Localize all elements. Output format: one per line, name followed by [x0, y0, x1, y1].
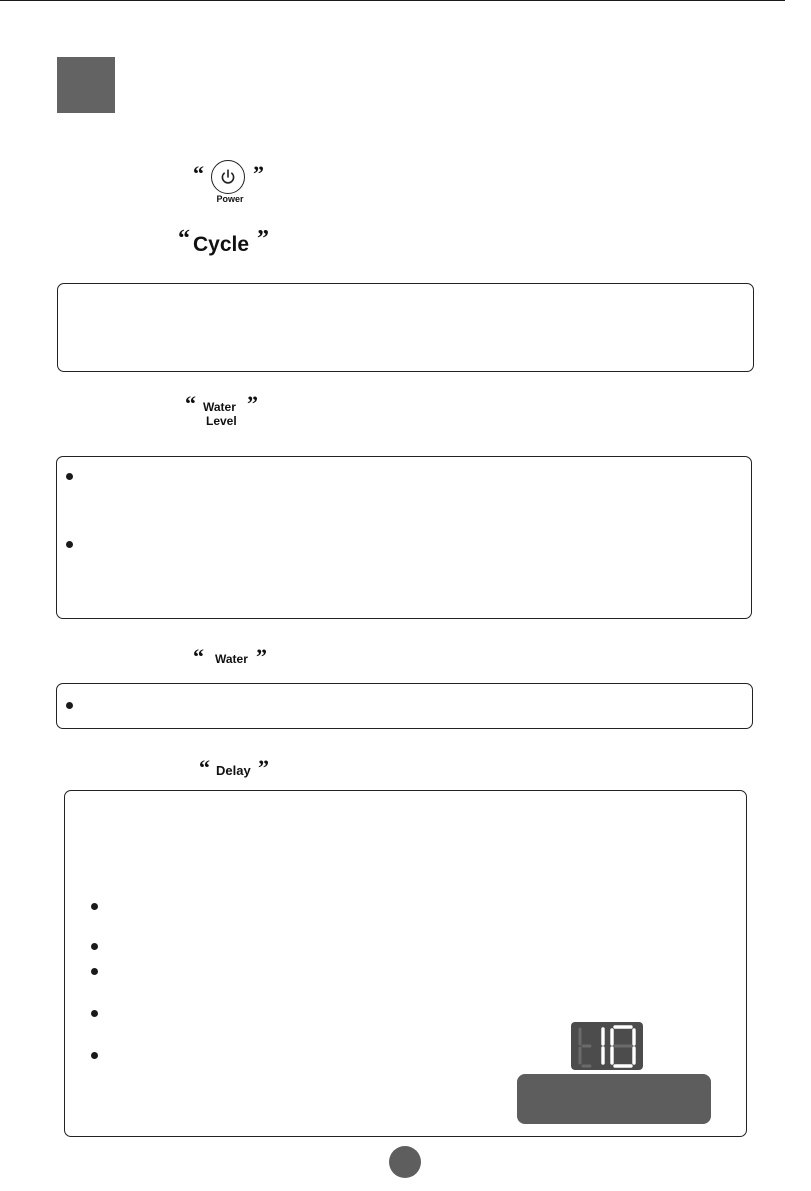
close-quote: ”	[256, 644, 267, 669]
bullet	[91, 943, 98, 950]
cycle-button-label: Cycle	[193, 233, 250, 256]
water-description-box	[56, 683, 753, 729]
close-quote: ”	[257, 226, 269, 252]
water-level-description-box	[56, 456, 752, 619]
seven-segment-digits	[571, 1022, 643, 1070]
bullet	[91, 968, 98, 975]
page-top-rule	[0, 0, 785, 1]
bullet	[66, 473, 73, 480]
bullet	[91, 903, 98, 910]
bullet	[66, 541, 73, 548]
control-panel-bar	[517, 1074, 711, 1124]
power-button-illustration	[211, 160, 245, 194]
open-quote: “	[185, 391, 196, 416]
delay-button-label: Delay	[216, 763, 251, 778]
bullet	[66, 702, 73, 709]
bullet	[91, 1010, 98, 1017]
open-quote: “	[178, 226, 190, 252]
bullet	[91, 1052, 98, 1059]
open-quote: “	[193, 644, 204, 669]
open-quote: “	[199, 755, 210, 780]
water-level-button-label-line2: Level	[206, 414, 237, 428]
cycle-description-box	[57, 283, 754, 372]
open-quote: “	[193, 161, 204, 186]
close-quote: ”	[258, 755, 269, 780]
section-marker-block	[57, 57, 115, 113]
delay-time-display	[571, 1022, 643, 1070]
water-level-button-label-line1: Water	[203, 400, 236, 414]
page-number-marker	[389, 1146, 421, 1178]
water-button-label: Water	[215, 652, 248, 666]
close-quote: ”	[247, 391, 258, 416]
close-quote: ”	[253, 161, 264, 186]
power-icon	[219, 168, 237, 186]
power-button-label: Power	[216, 194, 244, 204]
